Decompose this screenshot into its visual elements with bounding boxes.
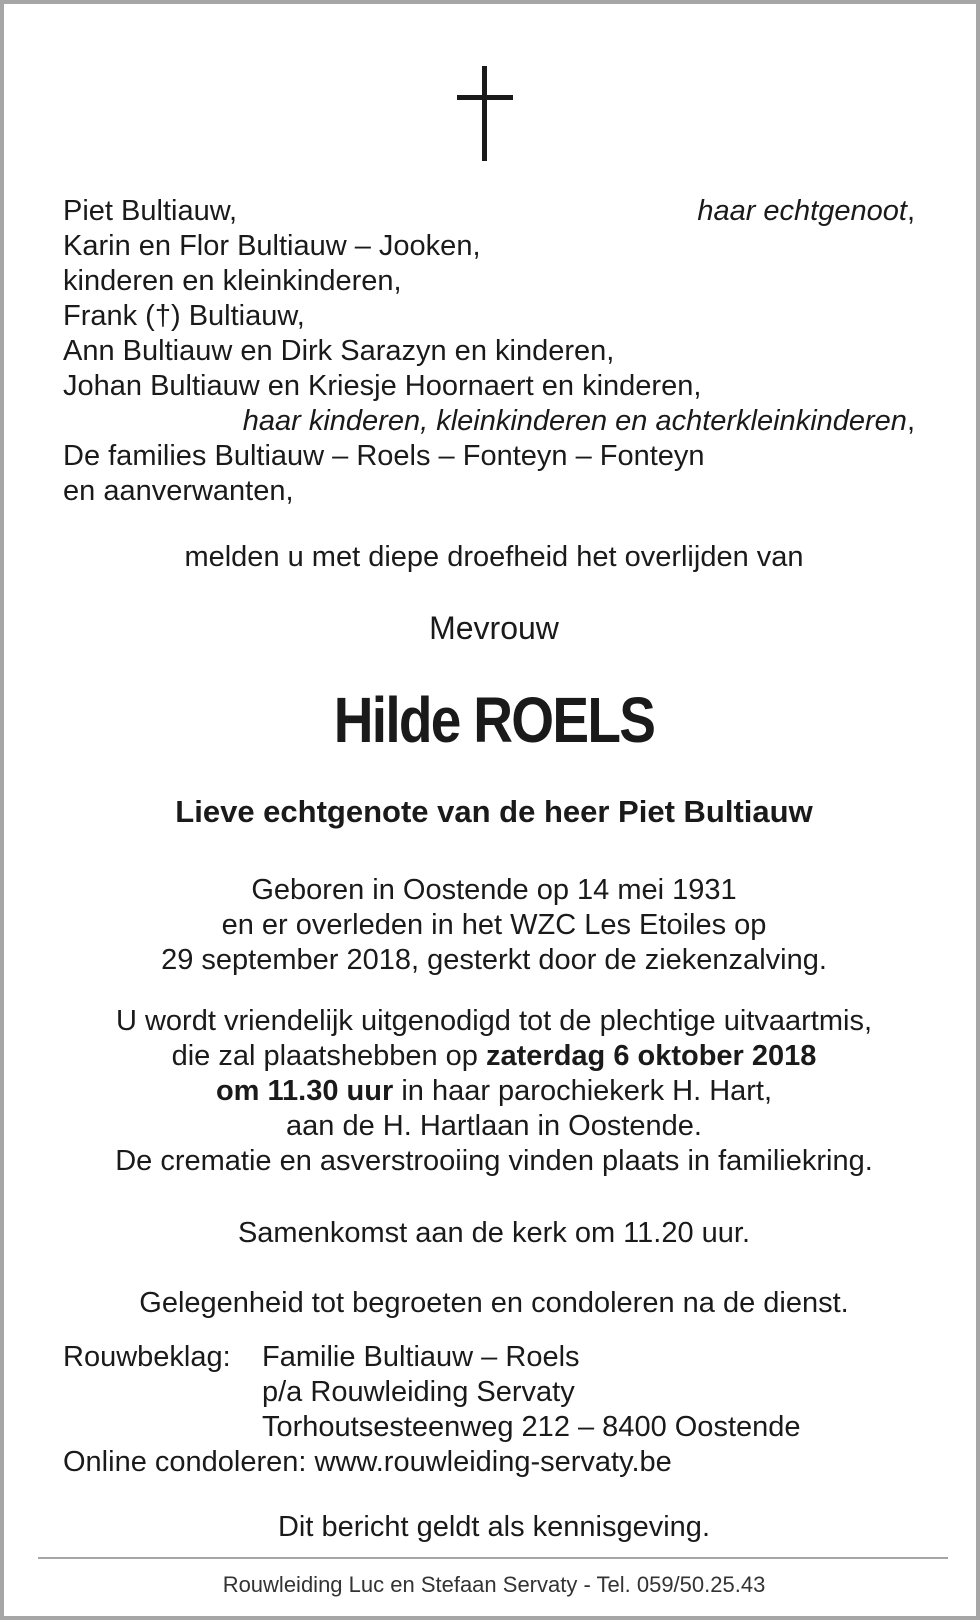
service-line-2-a: die zal plaatshebben op (171, 1040, 486, 1072)
family-line-2: Karin en Flor Bultiauw – Jooken, (63, 230, 481, 262)
family-line-4-a: Frank ( (63, 300, 155, 332)
family-line-6: Johan Bultiauw en Kriesje Hoornaert en kinderen, (63, 370, 702, 402)
family-role-comma: , (906, 195, 915, 227)
service-time: om 11.30 uur (215, 1075, 394, 1107)
family-line-1-role (63, 194, 915, 228)
family-line-8: De families Bultiauw – Roels – Fonteyn – Fonteyn (63, 440, 705, 472)
gathering-text: Samenkomst aan de kerk om 11.20 uur. (237, 1217, 751, 1249)
deceased-name: Hilde ROELS (333, 684, 655, 756)
rouwbeklag-line-3: Torhoutsesteenweg 212 – 8400 Oostende (262, 1411, 801, 1443)
service-line-5: De crematie en asverstrooiing vinden plaats in familiekring. (115, 1145, 873, 1177)
service-line-3-b: in haar parochiekerk H. Hart, (393, 1075, 773, 1107)
family-line-5: Ann Bultiauw en Dirk Sarazyn en kinderen, (63, 335, 615, 367)
condolence-text: Gelegenheid tot begroeten en condoleren na de dienst. (139, 1287, 849, 1319)
deceased-cross-icon: † (154, 300, 171, 332)
family-role-spouse: haar echtgenoot (697, 195, 907, 227)
footer-text: Rouwleiding Luc en Stefaan Servaty - Tel. 059/50.25.43 (222, 1572, 766, 1597)
online-condolence-link[interactable]: Online condoleren: www.rouwleiding-servaty.be (63, 1446, 672, 1478)
cross-horizontal-bar (457, 95, 513, 100)
title-mevrouw: Mevrouw (429, 610, 559, 646)
notice-text: Dit bericht geldt als kennisgeving. (277, 1511, 710, 1543)
footer-divider (38, 1557, 948, 1559)
birth-line-2: en er overleden in het WZC Les Etoiles op (221, 909, 767, 941)
birth-line-3: 29 september 2018, gesterkt door de ziekenzalving. (161, 944, 827, 976)
service-line-2 (4, 1039, 980, 1074)
family-line-4-b: ) Bultiauw, (170, 300, 305, 332)
family-line-3: kinderen en kleinkinderen, (63, 265, 402, 297)
family-line-1-name: Piet Bultiauw, (63, 195, 238, 227)
family-line-9: en aanverwanten, (63, 475, 294, 507)
family-line-7 (63, 404, 915, 438)
family-line-4 (63, 299, 923, 333)
service-line-4: aan de H. Hartlaan in Oostende. (286, 1110, 702, 1142)
service-date: zaterdag 6 oktober 2018 (486, 1040, 817, 1072)
family-role-descendants: haar kinderen, kleinkinderen en achterkleinkinderen (242, 405, 907, 437)
relation-line: Lieve echtgenote van de heer Piet Bultiauw (175, 794, 813, 829)
rouwbeklag-label: Rouwbeklag: (63, 1341, 231, 1373)
rouwbeklag-line-2: p/a Rouwleiding Servaty (262, 1376, 575, 1408)
birth-line-1: Geboren in Oostende op 14 mei 1931 (251, 874, 737, 906)
cross-icon (457, 66, 513, 161)
cross-vertical-bar (482, 66, 487, 161)
service-line-3 (4, 1074, 980, 1109)
announcement-text: melden u met diepe droefheid het overlijden van (184, 541, 804, 573)
rouwbeklag-line-1: Familie Bultiauw – Roels (262, 1341, 580, 1373)
family-line-7-comma: , (906, 405, 915, 437)
service-line-1: U wordt vriendelijk uitgenodigd tot de plechtige uitvaartmis, (115, 1005, 872, 1037)
